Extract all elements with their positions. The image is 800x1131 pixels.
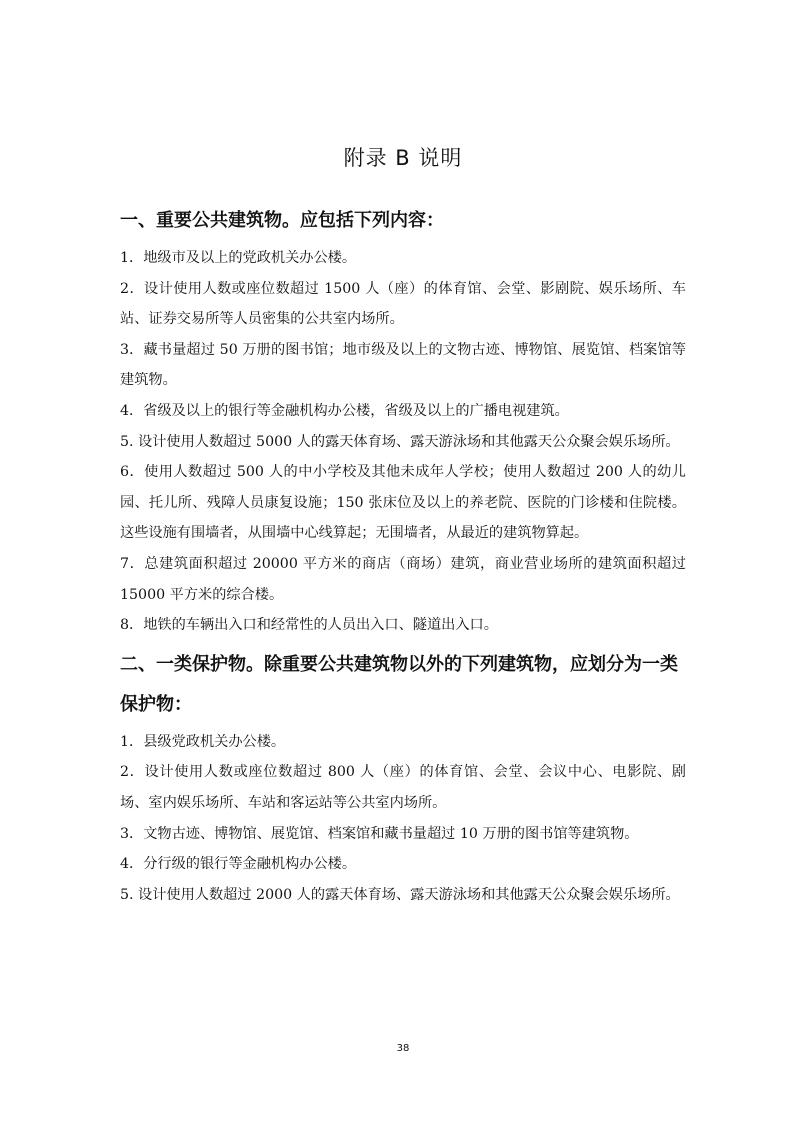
list-item: 4．分行级的银行等金融机构办公楼。 [120, 856, 357, 873]
list-item: 4．省级及以上的银行等金融机构办公楼，省级及以上的广播电视建筑。 [120, 402, 569, 419]
list-item: 6．使用人数超过 500 人的中小学校及其他未成年人学校；使用人数超过 200 人的幼儿园、托儿所、残障人员康复设施；150 张床位及以上的养老院、医院的门诊楼和住院楼。这些设施有围墙者，从围墙中心线算起；无围墙者，从最近的建筑物算起。 [120, 464, 686, 542]
list-item: 1．县级党政机关办公楼。 [120, 733, 286, 750]
list-item: 2．设计使用人数或座位数超过 800 人（座）的体育馆、会堂、会议中心、电影院、剧场、室内娱乐场所、车站和客运站等公共室内场所。 [120, 764, 686, 811]
list-item: 7．总建筑面积超过 20000 平方米的商店（商场）建筑，商业营业场所的建筑面积超过 15000 平方米的综合楼。 [120, 555, 686, 603]
list-item: 1．地级市及以上的党政机关办公楼。 [120, 250, 357, 266]
list-item: 8．地铁的车辆出入口和经常性的人员出入口、隧道出入口。 [120, 617, 498, 634]
page-number: 38 [396, 1043, 410, 1054]
section-heading-important-public-buildings: 一、重要公共建筑物。应包括下列内容： [120, 210, 444, 231]
list-item: 5. 设计使用人数超过 2000 人的露天体育场、露天游泳场和其他露天公众聚会娱乐场所。 [120, 886, 680, 903]
list-item: 3．藏书量超过 50 万册的图书馆；地市级及以上的文物古迹、博物馆、展览馆、档案馆等建筑物。 [120, 341, 686, 389]
list-item: 5. 设计使用人数超过 5000 人的露天体育场、露天游泳场和其他露天公众聚会娱乐场所。 [120, 433, 680, 450]
document-body [120, 205, 686, 910]
list-item: 2．设计使用人数或座位数超过 1500 人（座）的体育馆、会堂、影剧院、娱乐场所、车站、证券交易所等人员密集的公共室内场所。 [120, 280, 686, 328]
document-title: 附录 B 说明 [343, 146, 463, 170]
document-page [120, 0, 686, 1131]
list-item: 3．文物古迹、博物馆、展览馆、档案馆和藏书量超过 10 万册的图书馆等建筑物。 [120, 825, 639, 842]
section-heading-class-one-protected: 二、一类保护物。除重要公共建筑物以外的下列建筑物，应划分为一类保护物： [120, 653, 678, 715]
